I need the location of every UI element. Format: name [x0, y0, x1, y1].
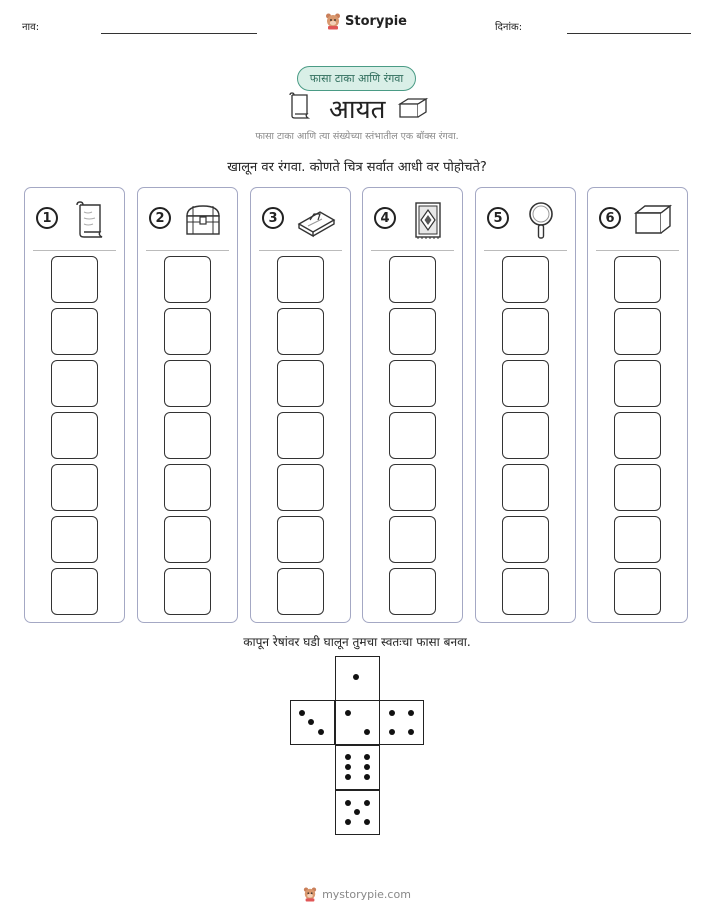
color-box[interactable]: [164, 464, 211, 511]
color-box[interactable]: [502, 360, 549, 407]
color-box[interactable]: [502, 256, 549, 303]
color-box[interactable]: [277, 412, 324, 459]
name-label: नाव:: [22, 22, 40, 33]
dice-pip: [308, 719, 314, 725]
column-divider: [146, 250, 229, 251]
cutout-instruction: कापून रेषांवर घडी घालून तुमचा स्वतःचा फासा बनवा.: [243, 635, 471, 649]
color-box[interactable]: [51, 412, 98, 459]
color-box[interactable]: [164, 412, 211, 459]
title-cube-icon: [397, 96, 429, 120]
color-box[interactable]: [51, 256, 98, 303]
title-scroll-icon: [287, 92, 311, 120]
dice-pip: [389, 710, 395, 716]
color-box[interactable]: [164, 516, 211, 563]
column-3: [250, 187, 351, 623]
name-line: [101, 33, 257, 34]
color-box[interactable]: [614, 256, 661, 303]
dice-face-6: [335, 745, 380, 790]
color-box[interactable]: [51, 568, 98, 615]
dice-face-3: [290, 700, 335, 745]
color-box[interactable]: [51, 308, 98, 355]
color-box[interactable]: [277, 360, 324, 407]
dice-face-center: [335, 700, 380, 745]
column-2: [137, 187, 238, 623]
dice-pip: [408, 710, 414, 716]
color-box[interactable]: [389, 308, 436, 355]
color-box[interactable]: [164, 256, 211, 303]
color-box[interactable]: [164, 308, 211, 355]
color-box[interactable]: [164, 360, 211, 407]
dice-pip: [408, 729, 414, 735]
color-box[interactable]: [502, 568, 549, 615]
column-number: 6: [599, 207, 621, 229]
dice-pip: [364, 729, 370, 735]
cube-icon: [633, 200, 673, 240]
color-box[interactable]: [614, 464, 661, 511]
column-divider: [484, 250, 567, 251]
color-box[interactable]: [277, 516, 324, 563]
color-box[interactable]: [277, 464, 324, 511]
scroll-icon: [70, 200, 110, 240]
color-box[interactable]: [389, 256, 436, 303]
page-title: आयत: [329, 95, 386, 125]
footer: [0, 886, 714, 902]
color-box[interactable]: [389, 360, 436, 407]
color-box[interactable]: [389, 568, 436, 615]
dice-pip: [345, 819, 351, 825]
color-box[interactable]: [277, 256, 324, 303]
color-box[interactable]: [614, 360, 661, 407]
dice-pip: [345, 774, 351, 780]
color-box[interactable]: [502, 516, 549, 563]
dice-pip: [345, 764, 351, 770]
storypie-logo-icon: [325, 12, 341, 30]
dice-face-1: [335, 656, 380, 701]
dice-pip: [354, 809, 360, 815]
dice-pip: [364, 819, 370, 825]
activity-pill: फासा टाका आणि रंगवा: [297, 66, 416, 91]
column-divider: [371, 250, 454, 251]
column-divider: [596, 250, 679, 251]
color-box[interactable]: [51, 516, 98, 563]
dice-pip: [318, 729, 324, 735]
subtitle: फासा टाका आणि त्या संख्येच्या स्तंभातील एक बॉक्स रंगवा.: [255, 131, 459, 142]
color-box[interactable]: [51, 464, 98, 511]
color-box[interactable]: [502, 464, 549, 511]
dice-face-5: [335, 790, 380, 835]
color-box[interactable]: [614, 568, 661, 615]
column-6: [587, 187, 688, 623]
dice-pip: [364, 800, 370, 806]
color-box[interactable]: [614, 308, 661, 355]
date-line: [567, 33, 691, 34]
dice-pip: [299, 710, 305, 716]
color-box[interactable]: [51, 360, 98, 407]
magnifying-glass-icon: [521, 200, 561, 240]
rug-icon: [408, 200, 448, 240]
dice-pip: [345, 710, 351, 716]
color-box[interactable]: [389, 464, 436, 511]
column-4: [362, 187, 463, 623]
column-number: 2: [149, 207, 171, 229]
color-box[interactable]: [277, 308, 324, 355]
brand: [325, 12, 407, 30]
treasure-chest-icon: [183, 200, 223, 240]
color-box[interactable]: [502, 412, 549, 459]
color-box[interactable]: [389, 516, 436, 563]
color-box[interactable]: [277, 568, 324, 615]
brand-name: Storypie: [345, 13, 407, 29]
dice-pip: [353, 674, 359, 680]
column-number: 5: [487, 207, 509, 229]
color-box[interactable]: [164, 568, 211, 615]
column-number: 4: [374, 207, 396, 229]
dice-pip: [345, 754, 351, 760]
color-box[interactable]: [502, 308, 549, 355]
footer-url[interactable]: mystorypie.com: [322, 887, 411, 901]
date-label: दिनांक:: [495, 22, 523, 33]
instruction-text: खालून वर रंगवा. कोणते चित्र सर्वात आधी वर पोहोचते?: [227, 160, 487, 175]
column-number: 1: [36, 207, 58, 229]
column-1: [24, 187, 125, 623]
column-divider: [33, 250, 116, 251]
column-divider: [259, 250, 342, 251]
dice-face-4: [379, 700, 424, 745]
color-box[interactable]: [614, 516, 661, 563]
column-number: 3: [262, 207, 284, 229]
color-box[interactable]: [389, 412, 436, 459]
color-box[interactable]: [614, 412, 661, 459]
dice-pip: [345, 800, 351, 806]
dice-pip: [364, 774, 370, 780]
dice-pip: [364, 754, 370, 760]
column-5: [475, 187, 576, 623]
tablet-icon: [296, 200, 336, 240]
dice-pip: [364, 764, 370, 770]
dice-pip: [389, 729, 395, 735]
storypie-logo-icon: [303, 886, 317, 902]
